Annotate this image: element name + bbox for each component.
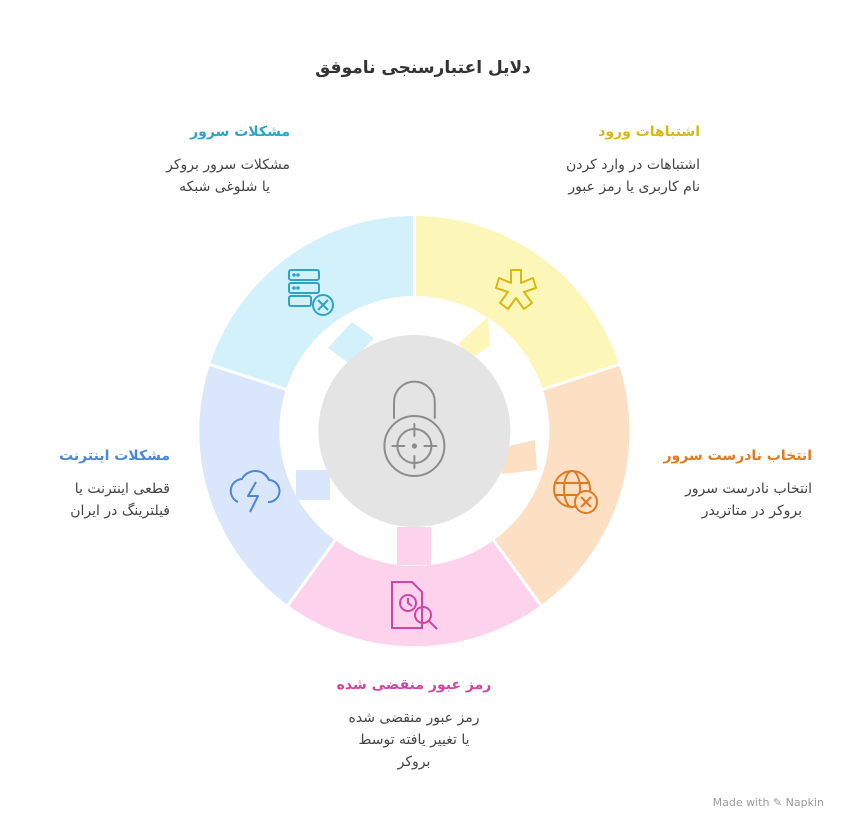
segment-server-select-heading: انتخاب نادرست سرور: [663, 448, 812, 464]
segment-server-heading: مشکلات سرور: [190, 124, 290, 140]
segment-password-line-2: یا تغییر یافته توسط: [358, 732, 470, 748]
segment-password-heading: رمز عبور منقضی شده: [336, 677, 492, 693]
segment-login-line-2: نام کاربری یا رمز عبور: [568, 179, 700, 195]
segment-login-text: [480, 124, 700, 198]
segment-server-select-line-2: بروکر در متاتریدر: [701, 503, 802, 519]
segment-password-text: [314, 677, 514, 773]
segment-password-line-1: رمز عبور منقضی شده: [348, 710, 480, 726]
segment-internet-connector: [296, 470, 330, 500]
segment-internet-text: [30, 448, 170, 522]
segment-password-line-3: بروکر: [397, 754, 431, 770]
segment-login-heading: اشتباهات ورود: [598, 124, 700, 140]
segment-server-line-2: یا شلوغی شبکه: [179, 179, 270, 195]
segment-internet-heading: مشکلات اینترنت: [59, 448, 170, 464]
segment-server-select-text: [612, 448, 812, 522]
segment-server-line-1: مشکلات سرور بروکر: [166, 157, 290, 173]
segment-server-text: [130, 124, 290, 198]
segment-server-select-line-1: انتخاب نادرست سرور: [684, 481, 812, 497]
segment-login-line-1: اشتباهات در وارد کردن: [565, 157, 700, 173]
napkin-credit[interactable]: Made with ✎ Napkin: [712, 796, 824, 809]
segment-internet-line-2: فیلترینگ در ایران: [70, 503, 170, 519]
diagram-title: دلایل اعتبارسنجی ناموفق: [315, 58, 531, 78]
segment-internet-line-1: قطعی اینترنت یا: [74, 481, 170, 497]
segment-password-connector: [397, 527, 431, 565]
